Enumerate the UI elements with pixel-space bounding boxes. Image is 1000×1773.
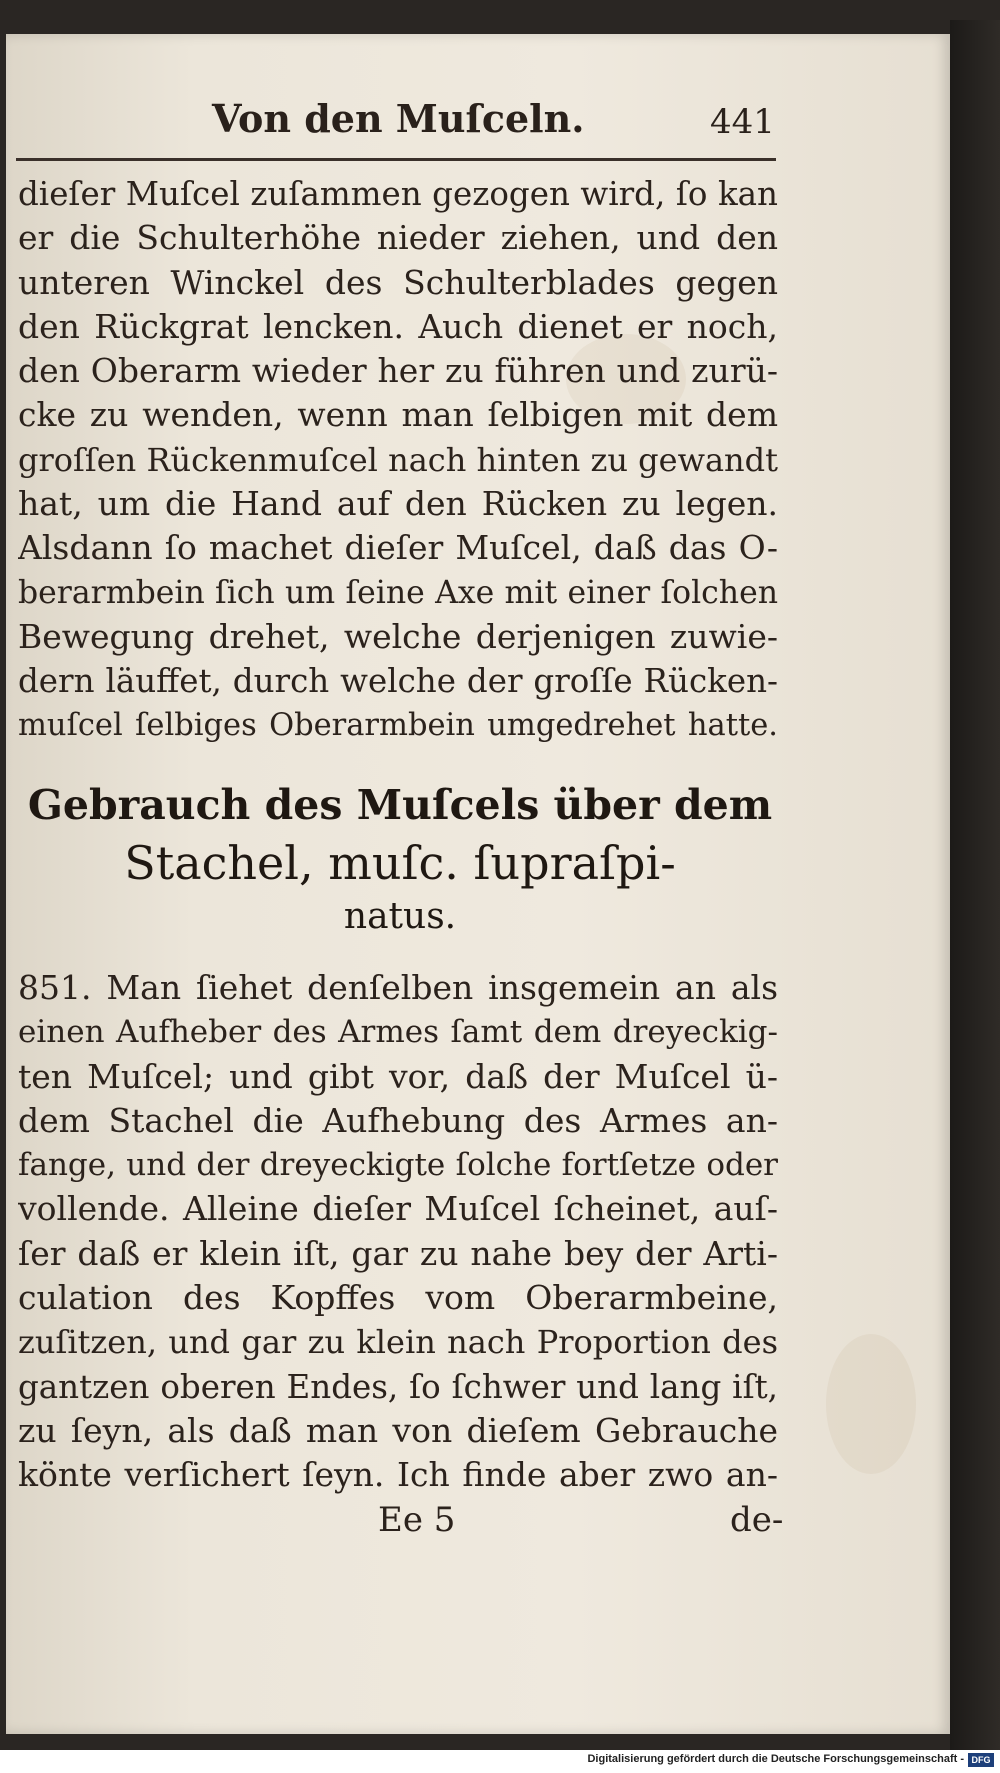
paper-stain [826, 1334, 916, 1474]
heading-line: Gebrauch des Muſcels über dem [27, 781, 773, 829]
text-line: zu ſeyn, als daß man von dieſem Gebrauche [18, 1410, 778, 1450]
section-heading [20, 776, 780, 942]
text-line: ten Muſcel; und gibt vor, daß der Muſcel ü- [18, 1056, 778, 1096]
text-line: 851. Man ſiehet denſelben insgemein an als [18, 968, 778, 1007]
text-line: berarmbein ſich um ſeine Axe mit einer ſolchen [18, 574, 778, 611]
text-line: culation des Kopffes vom Oberarmbeine, [18, 1278, 778, 1318]
header-rule [16, 158, 776, 161]
text-line: Bewegung drehet, welche derjenigen zuwie- [18, 616, 778, 656]
text-line: dern läuffet, durch welche der groſſe Rücken- [18, 662, 778, 701]
heading-line: Stachel, muſc. ſupraſpi- [124, 836, 676, 890]
text-line: Alsdann ſo machet dieſer Muſcel, daß das O- [18, 528, 778, 568]
text-line: unteren Winckel des Schulterblades gegen [18, 262, 778, 302]
paragraph-851 [18, 966, 778, 1498]
text-line: muſcel ſelbiges Oberarmbein umgedrehet hatte. [18, 707, 778, 743]
text-line: cke zu wenden, wenn man ſelbigen mit dem [18, 395, 778, 435]
text-line: hat, um die Hand auf den Rücken zu legen. [18, 484, 778, 524]
heading-line: natus. [343, 896, 457, 937]
text-line: dieſer Muſcel zuſammen gezogen wird, ſo kan [18, 175, 778, 213]
text-line: könte verſichert ſeyn. Ich finde aber zwo an- [18, 1455, 778, 1495]
text-line: groſſen Rückenmuſcel nach hinten zu gewandt [18, 440, 778, 479]
book-edge [950, 20, 1000, 1750]
text-line: er die Schulterhöhe nieder ziehen, und den [18, 218, 778, 258]
text-line: zuſitzen, und gar zu klein nach Proportion des [18, 1323, 778, 1362]
text-line: dem Stachel die Aufhebung des Armes an- [18, 1100, 778, 1140]
text-line: ſer daß er klein iſt, gar zu nahe bey der Arti- [18, 1233, 778, 1273]
signature-mark: Ee 5 [378, 1500, 456, 1540]
text-line: gantzen oberen Endes, ſo ſchwer und lang iſt, [18, 1367, 778, 1406]
running-head: Von den Muſceln. [212, 96, 585, 141]
page-number: 441 [710, 102, 775, 142]
paragraph-continued [18, 172, 778, 748]
catchword: de- [730, 1500, 784, 1540]
text-line: vollende. Alleine dieſer Muſcel ſcheinet, auſ- [18, 1189, 778, 1229]
credit-text: Digitalisierung gefördert durch die Deutsche Forschungsgemeinschaft - [587, 1753, 964, 1765]
text-line: einen Aufheber des Armes ſamt dem dreyeckig- [18, 1014, 778, 1051]
text-line: fange, und der dreyeckigte ſolche fortſetze oder [18, 1147, 778, 1184]
dfg-logo: DFG [968, 1753, 994, 1767]
text-line: den Oberarm wieder her zu führen und zurü- [18, 351, 778, 391]
text-line: den Rückgrat lencken. Auch dienet er noch, [18, 306, 778, 346]
